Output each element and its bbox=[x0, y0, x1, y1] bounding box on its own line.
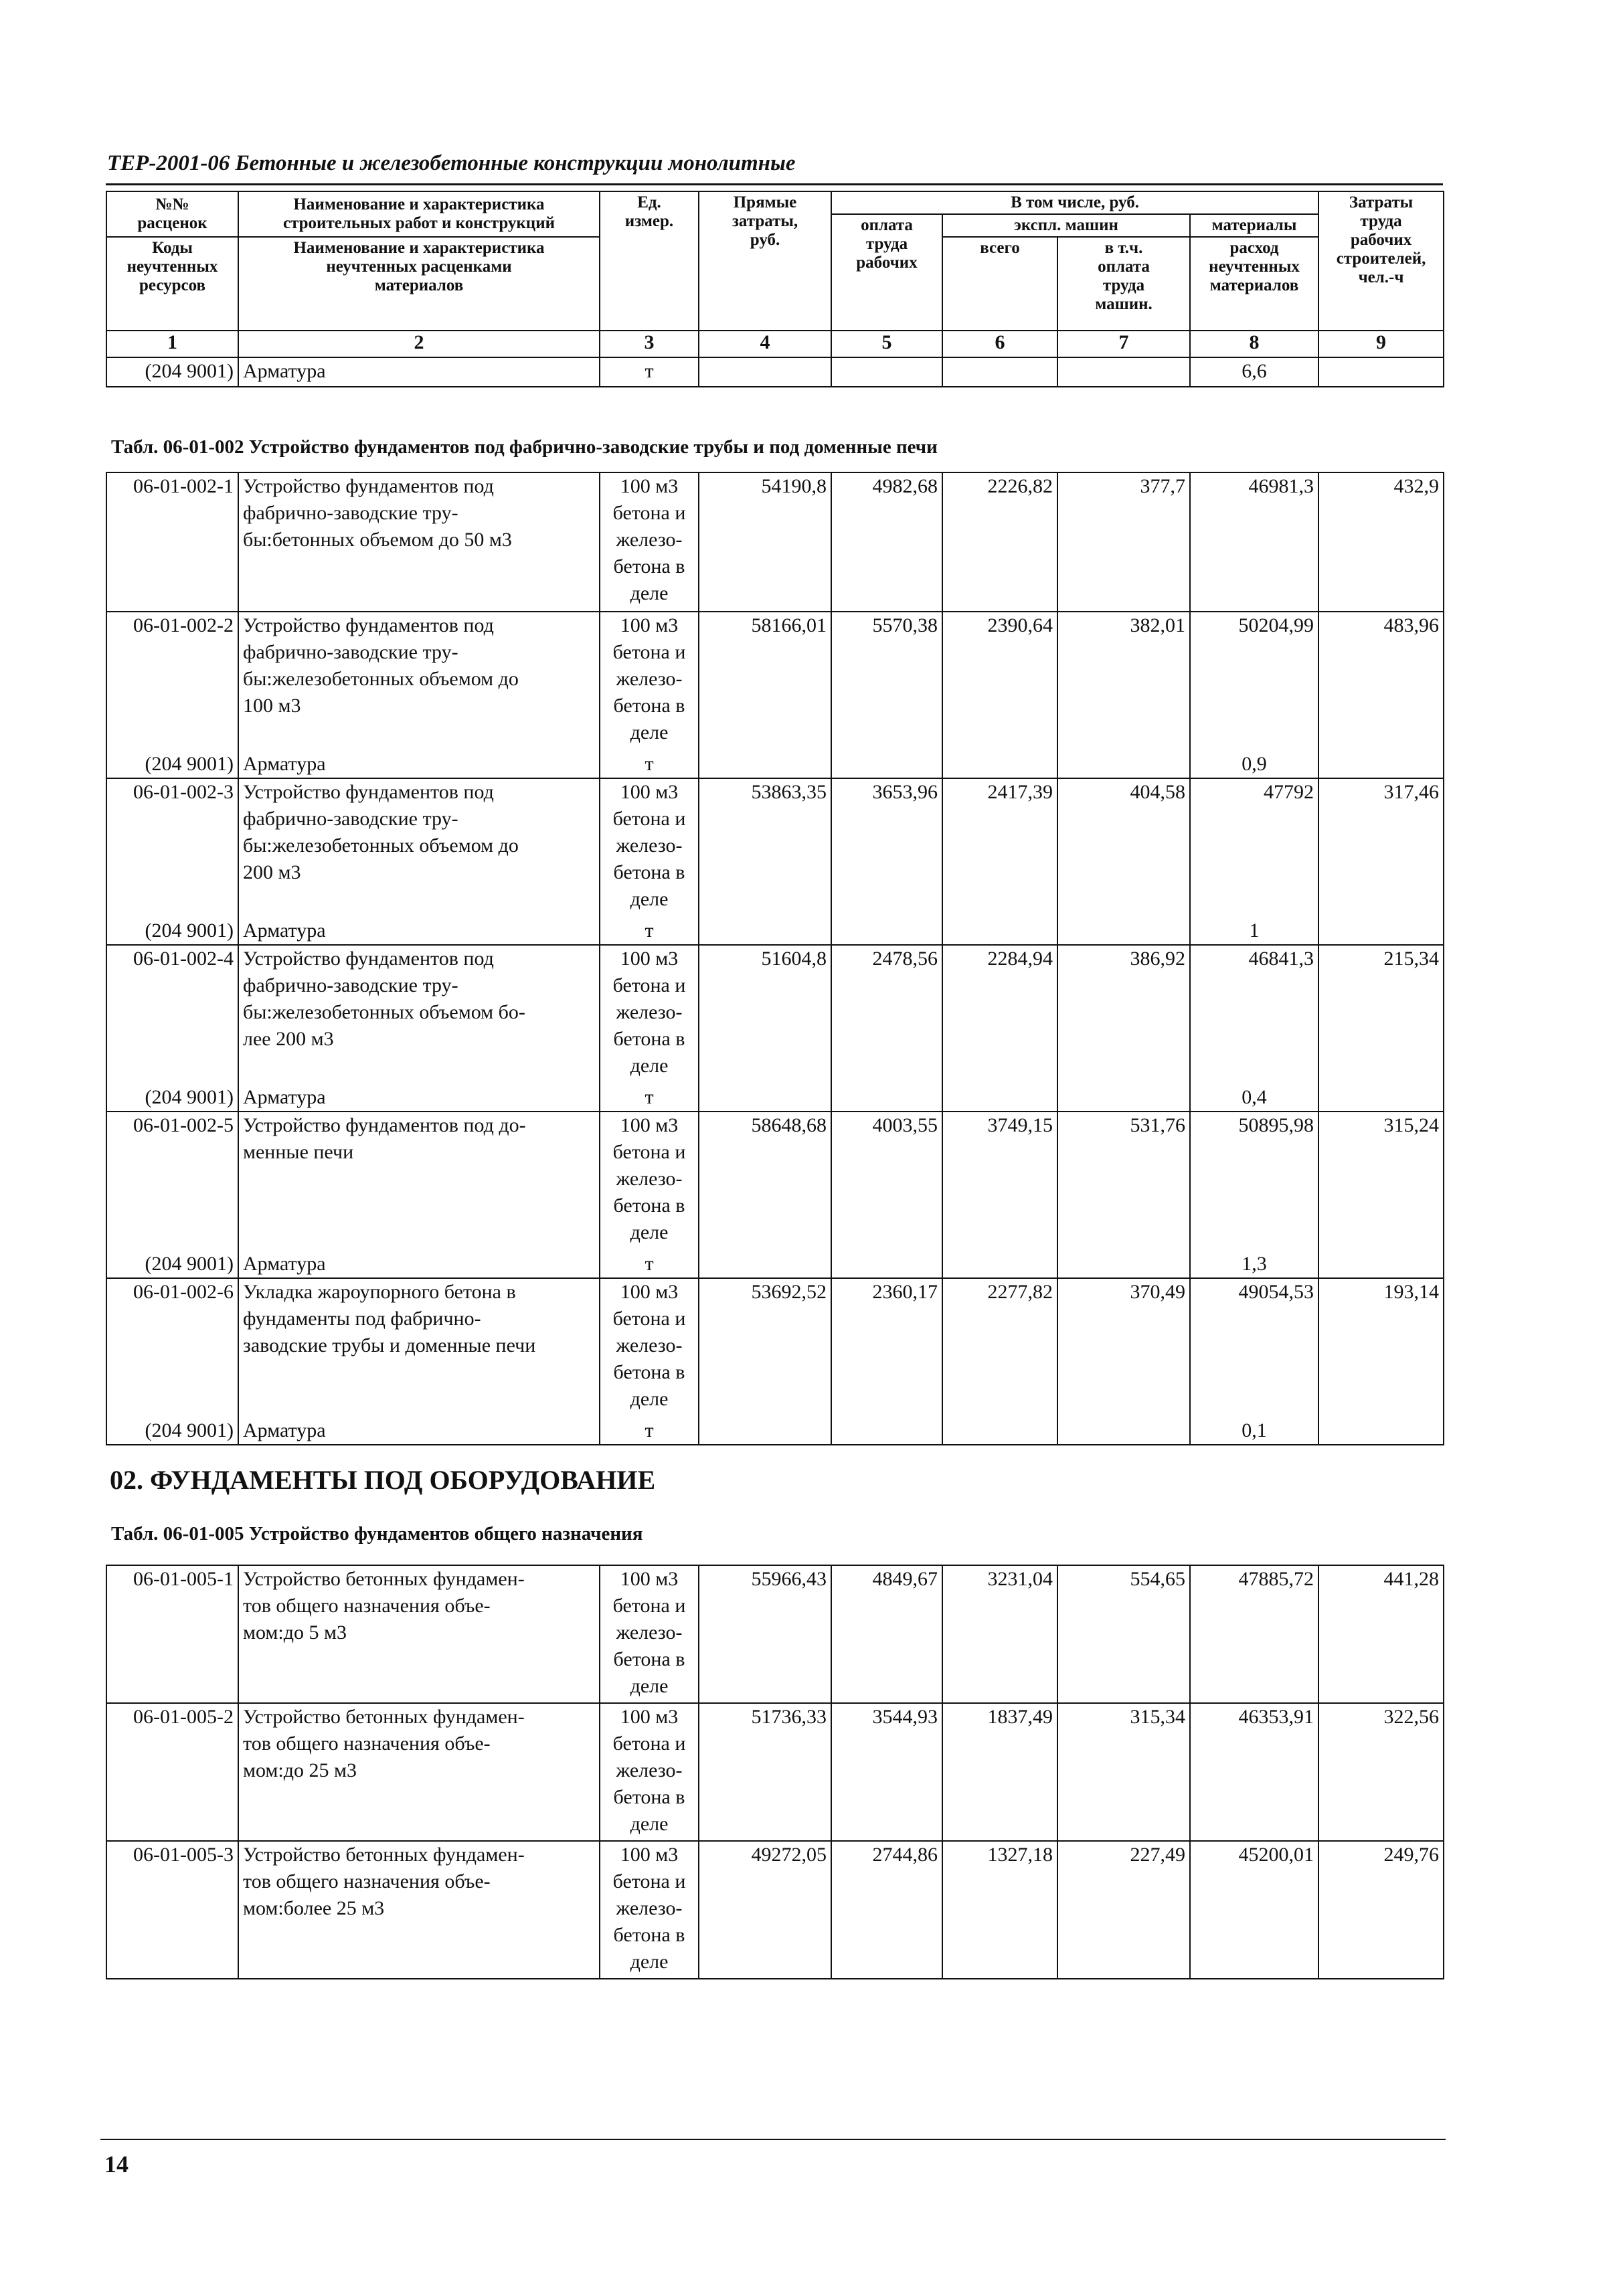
direct-cost: 53692,52 bbox=[699, 1278, 831, 1417]
unit-cell: 100 м3 бетона и железо- бетона в деле bbox=[600, 1112, 699, 1251]
table-06-01-005 bbox=[106, 1565, 1444, 1979]
resource-qty: 6,6 bbox=[1190, 357, 1318, 387]
empty-cell bbox=[831, 917, 942, 945]
materials-cost: 46353,91 bbox=[1190, 1703, 1318, 1841]
labor-cost: 315,24 bbox=[1318, 1112, 1444, 1251]
col-num-9: 9 bbox=[1318, 331, 1444, 357]
labor-cost: 483,96 bbox=[1318, 612, 1444, 751]
empty-cell bbox=[699, 1417, 831, 1445]
empty-cell bbox=[831, 1084, 942, 1112]
work-name: Укладка жароупорного бетона в фундаменты под фабрично- заводские трубы и доменные печи bbox=[238, 1278, 600, 1417]
empty-cell bbox=[1057, 1417, 1190, 1445]
empty-cell bbox=[942, 751, 1057, 778]
resource-unit: т bbox=[600, 1084, 699, 1112]
empty-cell bbox=[1057, 1251, 1190, 1278]
empty-cell bbox=[1057, 917, 1190, 945]
rate-code: 06-01-002-2 bbox=[106, 612, 238, 751]
col-num-3: 3 bbox=[600, 331, 699, 357]
col9-labor: Затраты труда рабочих строителей, чел.-ч bbox=[1318, 191, 1444, 331]
machine-cost: 1327,18 bbox=[942, 1841, 1057, 1979]
empty-cell bbox=[831, 1251, 942, 1278]
resource-name: Арматура bbox=[238, 357, 600, 387]
machine-wages: 554,65 bbox=[1057, 1565, 1190, 1703]
table-row bbox=[106, 472, 1444, 612]
unit-cell: 100 м3 бетона и железо- бетона в деле bbox=[600, 1278, 699, 1417]
unit-cell: 100 м3 бетона и железо- бетона в деле bbox=[600, 778, 699, 917]
empty-cell bbox=[831, 357, 942, 387]
machine-cost: 2277,82 bbox=[942, 1278, 1057, 1417]
empty-cell bbox=[1057, 357, 1190, 387]
resource-code: (204 9001) bbox=[106, 1417, 238, 1445]
unit-cell: 100 м3 бетона и железо- бетона в деле bbox=[600, 1841, 699, 1979]
empty-cell bbox=[942, 1084, 1057, 1112]
empty-cell bbox=[699, 751, 831, 778]
resource-qty: 1,3 bbox=[1190, 1251, 1318, 1278]
wages-cost: 5570,38 bbox=[831, 612, 942, 751]
wages-cost: 4849,67 bbox=[831, 1565, 942, 1703]
resource-row bbox=[106, 917, 1444, 945]
machine-wages: 315,34 bbox=[1057, 1703, 1190, 1841]
resource-code: (204 9001) bbox=[106, 1084, 238, 1112]
unit-cell: 100 м3 бетона и железо- бетона в деле bbox=[600, 945, 699, 1084]
materials-cost: 50204,99 bbox=[1190, 612, 1318, 751]
col4-direct: Прямые затраты, руб. bbox=[699, 191, 831, 331]
empty-cell bbox=[699, 357, 831, 387]
materials-cost: 46981,3 bbox=[1190, 472, 1318, 612]
labor-cost: 441,28 bbox=[1318, 1565, 1444, 1703]
empty-cell bbox=[831, 1417, 942, 1445]
table-row bbox=[106, 1565, 1444, 1703]
mach-header: экспл. машин bbox=[942, 214, 1190, 237]
resource-qty: 0,4 bbox=[1190, 1084, 1318, 1112]
wages-cost: 4003,55 bbox=[831, 1112, 942, 1251]
rate-code: 06-01-005-1 bbox=[106, 1565, 238, 1703]
resource-qty: 1 bbox=[1190, 917, 1318, 945]
machine-cost: 2390,64 bbox=[942, 612, 1057, 751]
table-06-01-002 bbox=[106, 472, 1444, 1445]
col1-top: №№ расценок bbox=[106, 191, 238, 237]
incl-header: В том числе, руб. bbox=[831, 191, 1318, 214]
work-name: Устройство фундаментов под фабрично-заводские тру- бы:железобетонных объемом бо- лее 200 м3 bbox=[238, 945, 600, 1084]
empty-cell bbox=[699, 1251, 831, 1278]
resource-unit: т bbox=[600, 1417, 699, 1445]
resource-code: (204 9001) bbox=[106, 917, 238, 945]
empty-cell bbox=[1318, 751, 1444, 778]
machine-cost: 2417,39 bbox=[942, 778, 1057, 917]
empty-cell bbox=[942, 1417, 1057, 1445]
machine-cost: 2226,82 bbox=[942, 472, 1057, 612]
col-num-6: 6 bbox=[942, 331, 1057, 357]
machine-cost: 1837,49 bbox=[942, 1703, 1057, 1841]
work-name: Устройство фундаментов под фабрично-заводские тру- бы:железобетонных объемом до 200 м3 bbox=[238, 778, 600, 917]
resource-row bbox=[106, 1251, 1444, 1278]
empty-cell bbox=[1318, 1084, 1444, 1112]
resource-unit: т bbox=[600, 917, 699, 945]
materials-cost: 50895,98 bbox=[1190, 1112, 1318, 1251]
machine-wages: 227,49 bbox=[1057, 1841, 1190, 1979]
header-rule bbox=[106, 183, 1443, 185]
wages-header: оплата труда рабочих bbox=[831, 214, 942, 331]
unit-cell: 100 м3 бетона и железо- бетона в деле bbox=[600, 1703, 699, 1841]
table1-caption: Табл. 06-01-002 Устройство фундаментов под фабрично-заводские трубы и под доменные печи bbox=[111, 436, 938, 458]
machine-cost: 3749,15 bbox=[942, 1112, 1057, 1251]
table-row bbox=[106, 1841, 1444, 1979]
direct-cost: 58166,01 bbox=[699, 612, 831, 751]
empty-cell bbox=[1318, 917, 1444, 945]
mach-total-header: всего bbox=[942, 237, 1057, 331]
empty-cell bbox=[831, 751, 942, 778]
machine-wages: 370,49 bbox=[1057, 1278, 1190, 1417]
direct-cost: 49272,05 bbox=[699, 1841, 831, 1979]
wages-cost: 2744,86 bbox=[831, 1841, 942, 1979]
resource-name: Арматура bbox=[238, 1417, 600, 1445]
direct-cost: 58648,68 bbox=[699, 1112, 831, 1251]
col-num-8: 8 bbox=[1190, 331, 1318, 357]
empty-cell bbox=[699, 1084, 831, 1112]
work-name: Устройство фундаментов под до- менные печи bbox=[238, 1112, 600, 1251]
col-num-7: 7 bbox=[1057, 331, 1190, 357]
rate-code: 06-01-002-6 bbox=[106, 1278, 238, 1417]
empty-cell bbox=[942, 917, 1057, 945]
resource-unit: т bbox=[600, 357, 699, 387]
resource-row bbox=[106, 1417, 1444, 1445]
empty-cell bbox=[942, 1251, 1057, 1278]
col2-top: Наименование и характеристика строительных работ и конструкций bbox=[238, 191, 600, 237]
machine-wages: 404,58 bbox=[1057, 778, 1190, 917]
direct-cost: 53863,35 bbox=[699, 778, 831, 917]
resource-name: Арматура bbox=[238, 751, 600, 778]
empty-cell bbox=[699, 917, 831, 945]
direct-cost: 51604,8 bbox=[699, 945, 831, 1084]
labor-cost: 432,9 bbox=[1318, 472, 1444, 612]
materials-header: материалы bbox=[1190, 214, 1318, 237]
machine-cost: 2284,94 bbox=[942, 945, 1057, 1084]
col-num-4: 4 bbox=[699, 331, 831, 357]
col3-unit: Ед. измер. bbox=[600, 191, 699, 331]
rate-code: 06-01-002-5 bbox=[106, 1112, 238, 1251]
machine-cost: 3231,04 bbox=[942, 1565, 1057, 1703]
resource-qty: 0,9 bbox=[1190, 751, 1318, 778]
resource-unit: т bbox=[600, 751, 699, 778]
table-row bbox=[106, 945, 1444, 1084]
labor-cost: 193,14 bbox=[1318, 1278, 1444, 1417]
resource-qty: 0,1 bbox=[1190, 1417, 1318, 1445]
labor-cost: 317,46 bbox=[1318, 778, 1444, 917]
work-name: Устройство фундаментов под фабрично-заводские тру- бы:бетонных объемом до 50 м3 bbox=[238, 472, 600, 612]
materials-cost: 47885,72 bbox=[1190, 1565, 1318, 1703]
section-title: 02. ФУНДАМЕНТЫ ПОД ОБОРУДОВАНИЕ bbox=[110, 1465, 656, 1495]
wages-cost: 4982,68 bbox=[831, 472, 942, 612]
resource-row bbox=[106, 751, 1444, 778]
resource-code: (204 9001) bbox=[106, 751, 238, 778]
unit-cell: 100 м3 бетона и железо- бетона в деле bbox=[600, 1565, 699, 1703]
empty-cell bbox=[1057, 1084, 1190, 1112]
materials-cost: 45200,01 bbox=[1190, 1841, 1318, 1979]
empty-cell bbox=[1057, 751, 1190, 778]
table2-caption: Табл. 06-01-005 Устройство фундаментов общего назначения bbox=[111, 1523, 643, 1544]
wages-cost: 3653,96 bbox=[831, 778, 942, 917]
materials-cost: 47792 bbox=[1190, 778, 1318, 917]
resource-name: Арматура bbox=[238, 1084, 600, 1112]
resource-row bbox=[106, 1084, 1444, 1112]
direct-cost: 55966,43 bbox=[699, 1565, 831, 1703]
footer-rule bbox=[100, 2139, 1446, 2140]
labor-cost: 249,76 bbox=[1318, 1841, 1444, 1979]
labor-cost: 215,34 bbox=[1318, 945, 1444, 1084]
rate-code: 06-01-002-3 bbox=[106, 778, 238, 917]
materials-sub-header: расход неучтенных материалов bbox=[1190, 237, 1318, 331]
machine-wages: 531,76 bbox=[1057, 1112, 1190, 1251]
rate-code: 06-01-005-2 bbox=[106, 1703, 238, 1841]
machine-wages: 386,92 bbox=[1057, 945, 1190, 1084]
rate-code: 06-01-002-4 bbox=[106, 945, 238, 1084]
resource-name: Арматура bbox=[238, 917, 600, 945]
table-row bbox=[106, 778, 1444, 917]
empty-cell bbox=[1318, 357, 1444, 387]
work-name: Устройство бетонных фундамен- тов общего назначения объе- мом:более 25 м3 bbox=[238, 1841, 600, 1979]
rate-code: 06-01-005-3 bbox=[106, 1841, 238, 1979]
col-num-5: 5 bbox=[831, 331, 942, 357]
col-num-1: 1 bbox=[106, 331, 238, 357]
col1-bottom: Коды неучтенных ресурсов bbox=[106, 237, 238, 331]
resource-code: (204 9001) bbox=[106, 357, 238, 387]
col2-bottom: Наименование и характеристика неучтенных расценками материалов bbox=[238, 237, 600, 331]
running-header: ТЕР-2001-06 Бетонные и железобетонные конструкции монолитные bbox=[107, 151, 796, 175]
col-num-2: 2 bbox=[238, 331, 600, 357]
table-row bbox=[106, 1278, 1444, 1417]
unit-cell: 100 м3 бетона и железо- бетона в деле bbox=[600, 612, 699, 751]
column-header-table bbox=[106, 191, 1444, 387]
table-row bbox=[106, 612, 1444, 751]
table-row bbox=[106, 1112, 1444, 1251]
empty-cell bbox=[1318, 1417, 1444, 1445]
rate-code: 06-01-002-1 bbox=[106, 472, 238, 612]
materials-cost: 49054,53 bbox=[1190, 1278, 1318, 1417]
wages-cost: 3544,93 bbox=[831, 1703, 942, 1841]
table-row bbox=[106, 1703, 1444, 1841]
labor-cost: 322,56 bbox=[1318, 1703, 1444, 1841]
direct-cost: 54190,8 bbox=[699, 472, 831, 612]
wages-cost: 2478,56 bbox=[831, 945, 942, 1084]
wages-cost: 2360,17 bbox=[831, 1278, 942, 1417]
resource-code: (204 9001) bbox=[106, 1251, 238, 1278]
resource-name: Арматура bbox=[238, 1251, 600, 1278]
mach-wages-header: в т.ч. оплата труда машин. bbox=[1057, 237, 1190, 331]
direct-cost: 51736,33 bbox=[699, 1703, 831, 1841]
work-name: Устройство бетонных фундамен- тов общего назначения объе- мом:до 25 м3 bbox=[238, 1703, 600, 1841]
empty-cell bbox=[942, 357, 1057, 387]
resource-unit: т bbox=[600, 1251, 699, 1278]
machine-wages: 377,7 bbox=[1057, 472, 1190, 612]
work-name: Устройство бетонных фундамен- тов общего назначения объе- мом:до 5 м3 bbox=[238, 1565, 600, 1703]
empty-cell bbox=[1318, 1251, 1444, 1278]
page-number: 14 bbox=[104, 2151, 129, 2178]
work-name: Устройство фундаментов под фабрично-заводские тру- бы:железобетонных объемом до 100 м3 bbox=[238, 612, 600, 751]
unit-cell: 100 м3 бетона и железо- бетона в деле bbox=[600, 472, 699, 612]
materials-cost: 46841,3 bbox=[1190, 945, 1318, 1084]
machine-wages: 382,01 bbox=[1057, 612, 1190, 751]
